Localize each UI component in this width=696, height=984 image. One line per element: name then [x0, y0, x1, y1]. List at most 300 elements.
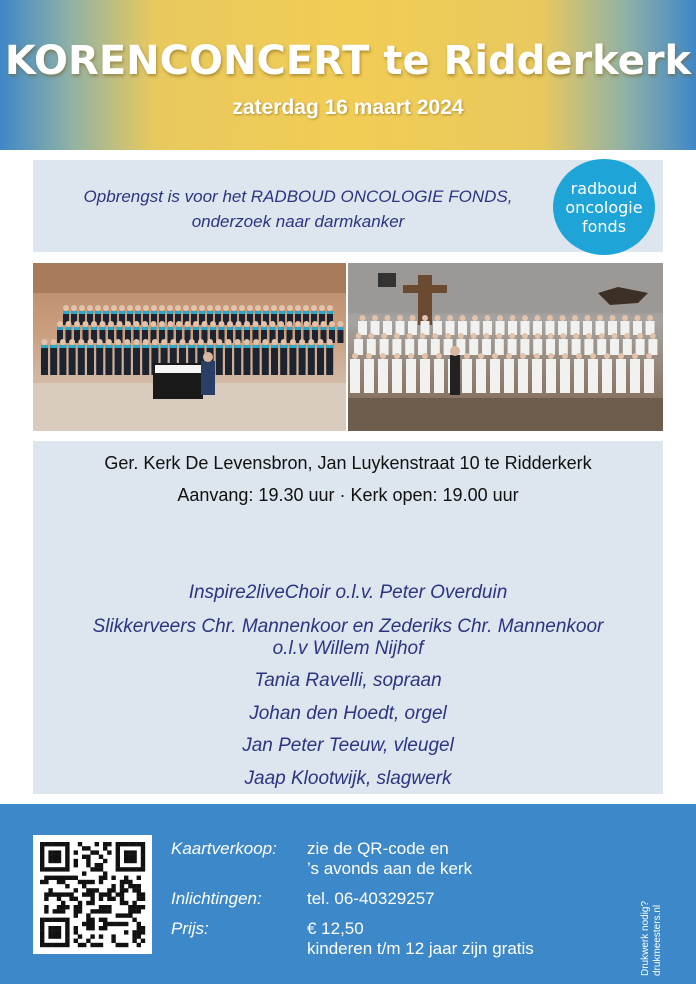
choir-member-head	[394, 353, 400, 359]
choir-member-figure	[367, 339, 376, 355]
choir-member-scarf	[111, 311, 117, 314]
qr-module	[86, 939, 90, 943]
qr-module	[95, 888, 99, 892]
choir-member-scarf	[207, 345, 214, 348]
qr-module	[103, 892, 107, 896]
choir-member-scarf	[127, 311, 133, 314]
qr-module	[53, 934, 57, 938]
qr-module	[120, 901, 124, 905]
qr-module	[78, 901, 82, 905]
qr-module	[57, 850, 61, 854]
qr-module	[128, 905, 132, 909]
qr-module	[86, 863, 90, 867]
choir-member-head	[329, 321, 335, 327]
choir-member-head	[599, 333, 605, 339]
qr-module	[90, 892, 94, 896]
qr-module	[120, 913, 124, 917]
performer-5: Jan Peter Teeuw, vleugel	[242, 735, 454, 756]
qr-module	[111, 934, 115, 938]
choir-member-head	[207, 339, 213, 345]
choir-member-head	[535, 315, 541, 321]
choir-member-head	[646, 353, 652, 359]
choir-member-scarf	[159, 311, 165, 314]
choir-member-scarf	[185, 327, 191, 330]
qr-module	[48, 876, 52, 880]
qr-module	[95, 867, 99, 871]
qr-module	[65, 850, 69, 854]
choir-member-figure	[78, 345, 85, 375]
choir-member-scarf	[193, 327, 199, 330]
qr-module	[65, 867, 69, 871]
choir-member-head	[380, 353, 386, 359]
qr-module	[40, 922, 44, 926]
choir-member-figure	[317, 345, 324, 375]
qr-module	[132, 918, 136, 922]
choir-member-figure	[596, 321, 605, 335]
qr-module	[137, 926, 141, 930]
qr-module	[120, 884, 124, 888]
qr-module	[40, 939, 44, 943]
qr-module	[120, 943, 124, 947]
choir-member-figure	[546, 359, 556, 393]
choir-member-scarf	[210, 327, 216, 330]
price-note: kinderen t/m 12 jaar zijn gratis	[307, 939, 534, 958]
choir-member-head	[460, 315, 466, 321]
choir-member-scarf	[299, 345, 306, 348]
qr-module	[116, 863, 120, 867]
footer-bar	[0, 804, 696, 984]
qr-module	[82, 943, 86, 947]
choir-member-head	[88, 339, 94, 345]
choir-member-scarf	[188, 345, 195, 348]
qr-module	[74, 939, 78, 943]
qr-module	[65, 846, 69, 850]
qr-module	[53, 926, 57, 930]
choir-member-figure	[504, 359, 514, 393]
qr-module	[103, 859, 107, 863]
qr-module	[141, 905, 145, 909]
qr-module	[107, 850, 111, 854]
choir-member-head	[189, 339, 195, 345]
qr-module	[116, 846, 120, 850]
choir-member-head	[278, 321, 284, 327]
choir-member-scarf	[327, 311, 333, 314]
choir-member-scarf	[271, 345, 278, 348]
choir-member-head	[226, 339, 232, 345]
choir-member-figure	[521, 321, 530, 335]
choir-member-figure	[124, 345, 131, 375]
qr-module	[116, 922, 120, 926]
choir-member-scarf	[319, 311, 325, 314]
qr-module	[99, 909, 103, 913]
choir-member-head	[478, 353, 484, 359]
choir-member-figure	[87, 345, 94, 375]
choir-member-head	[360, 315, 366, 321]
ticket-line-1: zie de QR-code en	[307, 839, 449, 858]
choir-member-head	[60, 339, 66, 345]
qr-module	[111, 939, 115, 943]
qr-module	[40, 859, 44, 863]
choir-member-head	[151, 321, 157, 327]
choir-member-head	[151, 305, 157, 311]
choir-member-head	[304, 321, 310, 327]
choir-member-head	[235, 339, 241, 345]
choir-member-scarf	[115, 345, 122, 348]
choir-member-head	[152, 339, 158, 345]
choir-member-head	[281, 339, 287, 345]
choir-member-head	[321, 321, 327, 327]
choir-member-figure	[597, 339, 606, 355]
qr-module	[82, 892, 86, 896]
choir-member-head	[57, 321, 63, 327]
qr-module	[120, 867, 124, 871]
qr-module	[57, 934, 61, 938]
qr-module	[107, 905, 111, 909]
qr-module	[99, 880, 103, 884]
choir-member-figure	[380, 339, 389, 355]
choir-member-figure	[383, 321, 392, 335]
radboud-logo	[553, 159, 655, 255]
qr-module	[111, 888, 115, 892]
qr-module	[90, 888, 94, 892]
qr-module	[78, 842, 82, 846]
choir-member-scarf	[317, 345, 324, 348]
choir-member-figure	[616, 359, 626, 393]
choir-member-figure	[610, 339, 619, 355]
choir-member-head	[175, 305, 181, 311]
choir-member-head	[272, 339, 278, 345]
choir-member-scarf	[278, 327, 284, 330]
choir-member-head	[202, 321, 208, 327]
qr-module	[69, 892, 73, 896]
choir-member-scarf	[161, 345, 168, 348]
info-panel	[33, 441, 663, 794]
choir-member-head	[231, 305, 237, 311]
choir-member-figure	[350, 359, 360, 393]
choir-member-head	[410, 315, 416, 321]
choir-member-figure	[358, 321, 367, 335]
qr-module	[74, 905, 78, 909]
qr-module	[82, 922, 86, 926]
qr-module	[107, 888, 111, 892]
choir-member-figure	[508, 321, 517, 335]
choir-member-head	[492, 353, 498, 359]
price-value: € 12,50	[307, 919, 364, 938]
choir-member-figure	[496, 321, 505, 335]
qr-module	[74, 926, 78, 930]
choir-member-scarf	[57, 327, 63, 330]
qr-module	[137, 867, 141, 871]
choir-member-figure	[59, 345, 66, 375]
ticket-label: Kaartverkoop:	[171, 839, 277, 858]
choir-member-figure	[646, 321, 655, 335]
qr-module	[57, 867, 61, 871]
choir-member-figure	[508, 339, 517, 355]
qr-module	[74, 850, 78, 854]
choir-member-head	[97, 339, 103, 345]
choir-member-head	[106, 339, 112, 345]
qr-module	[103, 909, 107, 913]
qr-module	[124, 867, 128, 871]
choir-member-head	[618, 353, 624, 359]
choir-member-head	[510, 315, 516, 321]
choir-member-figure	[644, 359, 654, 393]
qr-module	[99, 934, 103, 938]
choir-member-head	[143, 305, 149, 311]
fund-text	[33, 184, 563, 234]
qr-module	[65, 922, 69, 926]
choir-member-figure	[471, 321, 480, 335]
qr-code[interactable]	[33, 835, 152, 954]
qr-module	[53, 943, 57, 947]
choir-member-head	[471, 333, 477, 339]
qr-module	[128, 855, 132, 859]
choir-member-head	[170, 339, 176, 345]
qr-module	[57, 880, 61, 884]
qr-module	[132, 939, 136, 943]
choir-member-head	[647, 315, 653, 321]
qr-module	[65, 842, 69, 846]
qr-module	[74, 859, 78, 863]
qr-module	[99, 876, 103, 880]
qr-module	[128, 850, 132, 854]
choir-member-figure	[421, 321, 430, 335]
choir-member-head	[295, 305, 301, 311]
choir-member-head	[624, 333, 630, 339]
choir-member-figure	[482, 339, 491, 355]
qr-module	[103, 926, 107, 930]
qr-module	[99, 926, 103, 930]
performer-2: Slikkerveers Chr. Mannenkoor en Zederiks Chr. Mannenkoor	[92, 616, 604, 637]
qr-module	[124, 888, 128, 892]
choir-member-head	[312, 321, 318, 327]
qr-module	[74, 930, 78, 934]
qr-module	[90, 850, 94, 854]
qr-module	[82, 880, 86, 884]
choir-member-head	[612, 333, 618, 339]
choir-member-head	[422, 353, 428, 359]
qr-module	[137, 884, 141, 888]
concert-date: zaterdag 16 maart 2024	[232, 96, 464, 119]
qr-module	[65, 859, 69, 863]
choir-member-figure	[546, 339, 555, 355]
qr-module	[141, 892, 145, 896]
qr-module	[61, 918, 65, 922]
choir-member-head	[485, 315, 491, 321]
qr-module	[107, 922, 111, 926]
qr-module	[40, 930, 44, 934]
qr-module	[137, 897, 141, 901]
choir-member-figure	[96, 345, 103, 375]
qr-module	[53, 842, 57, 846]
choir-member-head	[509, 333, 515, 339]
qr-module	[48, 926, 52, 930]
choir-member-head	[497, 315, 503, 321]
choir-member-figure	[41, 345, 48, 375]
choir-member-head	[308, 339, 314, 345]
qr-module	[141, 930, 145, 934]
qr-module	[107, 897, 111, 901]
qr-module	[128, 867, 132, 871]
choir-member-figure	[558, 321, 567, 335]
qr-module	[53, 876, 57, 880]
choir-member-scarf	[59, 345, 66, 348]
choir-member-figure	[420, 359, 430, 393]
qr-module	[40, 867, 44, 871]
qr-module	[53, 892, 57, 896]
choir-member-figure	[476, 359, 486, 393]
choir-member-head	[199, 305, 205, 311]
choir-member-scarf	[176, 327, 182, 330]
qr-module	[53, 930, 57, 934]
choir-member-scarf	[236, 327, 242, 330]
choir-member-scarf	[63, 311, 69, 314]
qr-module	[95, 943, 99, 947]
qr-module	[48, 867, 52, 871]
choir-member-head	[407, 333, 413, 339]
qr-module	[137, 922, 141, 926]
qr-module	[74, 913, 78, 917]
choir-member-head	[522, 315, 528, 321]
choir-member-figure	[559, 339, 568, 355]
choir-member-head	[117, 321, 123, 327]
choir-member-head	[223, 305, 229, 311]
choir-member-head	[327, 339, 333, 345]
choir-member-head	[207, 305, 213, 311]
qr-module	[132, 842, 136, 846]
choir-member-figure	[560, 359, 570, 393]
qr-module	[124, 842, 128, 846]
qr-module	[137, 934, 141, 938]
choir-member-head	[290, 339, 296, 345]
qr-module	[124, 876, 128, 880]
choir-member-scarf	[287, 327, 293, 330]
choir-member-head	[74, 321, 80, 327]
qr-module	[90, 867, 94, 871]
choir-member-head	[239, 305, 245, 311]
choir-member-scarf	[151, 327, 157, 330]
qr-module	[116, 892, 120, 896]
qr-module	[132, 905, 136, 909]
choir-member-scarf	[124, 345, 131, 348]
qr-module	[90, 922, 94, 926]
qr-module	[120, 897, 124, 901]
choir-member-head	[632, 353, 638, 359]
choir-member-head	[385, 315, 391, 321]
choir-member-scarf	[338, 327, 344, 330]
choir-member-figure	[378, 359, 388, 393]
choir-member-scarf	[142, 345, 149, 348]
choir-member-head	[287, 321, 293, 327]
choir-member-scarf	[312, 327, 318, 330]
choir-member-scarf	[50, 345, 57, 348]
choir-member-head	[236, 321, 242, 327]
choir-photo-right	[348, 263, 663, 431]
qr-module	[116, 859, 120, 863]
choir-member-head	[63, 305, 69, 311]
qr-module	[57, 943, 61, 947]
qr-module	[124, 855, 128, 859]
choir-member-figure	[326, 345, 333, 375]
choir-member-figure	[271, 345, 278, 375]
qr-module	[111, 884, 115, 888]
qr-module	[128, 909, 132, 913]
choir-member-scarf	[261, 327, 267, 330]
qr-module	[141, 842, 145, 846]
choir-member-head	[522, 333, 528, 339]
choir-member-head	[420, 333, 426, 339]
choir-member-head	[547, 315, 553, 321]
qr-module	[141, 855, 145, 859]
qr-module	[141, 850, 145, 854]
header-banner	[0, 0, 696, 150]
qr-module	[74, 897, 78, 901]
qr-module	[57, 855, 61, 859]
choir-illustration-left	[33, 263, 346, 431]
choir-member-head	[168, 321, 174, 327]
choir-member-head	[311, 305, 317, 311]
choir-member-scarf	[74, 327, 80, 330]
choir-member-figure	[495, 339, 504, 355]
choir-member-figure	[405, 339, 414, 355]
choir-member-scarf	[279, 311, 285, 314]
choir-member-head	[303, 305, 309, 311]
qr-module	[103, 922, 107, 926]
choir-member-head	[71, 305, 77, 311]
choir-member-head	[635, 315, 641, 321]
choir-member-figure	[216, 345, 223, 375]
qr-module	[40, 880, 44, 884]
choir-member-head	[576, 353, 582, 359]
choir-member-head	[134, 339, 140, 345]
choir-member-head	[180, 339, 186, 345]
qr-module	[116, 913, 120, 917]
choir-illustration-right	[348, 263, 663, 431]
choir-member-scarf	[216, 345, 223, 348]
choir-member-head	[573, 333, 579, 339]
price-label: Prijs:	[171, 919, 209, 938]
qr-module	[137, 930, 141, 934]
qr-module	[78, 943, 82, 947]
choir-member-head	[185, 321, 191, 327]
qr-module	[82, 871, 86, 875]
choir-member-figure	[584, 339, 593, 355]
choir-member-head	[560, 315, 566, 321]
qr-module	[82, 884, 86, 888]
choir-member-scarf	[326, 345, 333, 348]
qr-module	[132, 909, 136, 913]
choir-member-scarf	[223, 311, 229, 314]
qr-module	[74, 876, 78, 880]
qr-module	[128, 842, 132, 846]
choir-member-scarf	[207, 311, 213, 314]
qr-module	[90, 901, 94, 905]
qr-module	[65, 855, 69, 859]
choir-member-head	[372, 315, 378, 321]
choir-member-head	[125, 321, 131, 327]
qr-module	[82, 846, 86, 850]
qr-module	[99, 918, 103, 922]
logo-word-3: fonds	[581, 216, 627, 236]
qr-module	[61, 880, 65, 884]
choir-member-scarf	[135, 311, 141, 314]
qr-module	[48, 855, 52, 859]
choir-member-scarf	[142, 327, 148, 330]
qr-module	[132, 884, 136, 888]
choir-member-scarf	[227, 327, 233, 330]
choir-member-head	[637, 333, 643, 339]
choir-member-head	[464, 353, 470, 359]
